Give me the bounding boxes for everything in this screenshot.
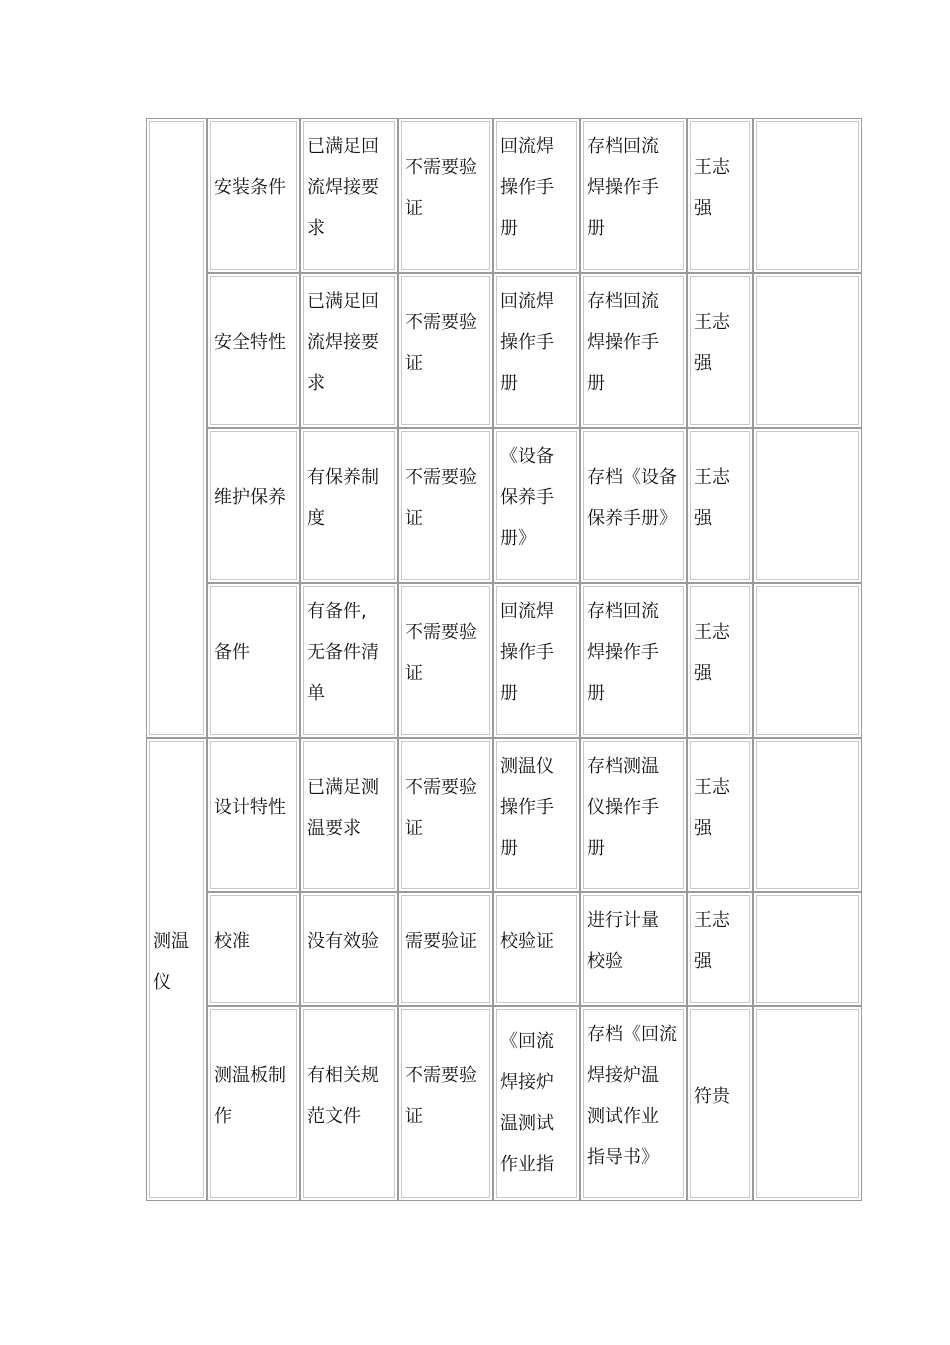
remark-cell [753,273,862,428]
item-cell: 设计特性 [207,738,300,892]
basis-cell: 校验证 [493,892,580,1006]
basis-cell: 回流焊 操作手 册 [493,273,580,428]
basis-cell: 回流焊 操作手 册 [493,583,580,738]
remark-cell [753,738,862,892]
status-cell: 已满足回 流焊接要 求 [300,118,398,273]
status-cell: 没有效验 [300,892,398,1006]
basis-cell: 回流焊 操作手 册 [493,118,580,273]
status-cell: 已满足测 温要求 [300,738,398,892]
verify-cell: 不需要验 证 [398,273,493,428]
status-cell: 已满足回 流焊接要 求 [300,273,398,428]
person-cell: 王志 强 [687,273,753,428]
group-cell [146,118,207,738]
verify-cell: 不需要验 证 [398,118,493,273]
remark-cell [753,1006,862,1201]
status-cell: 有相关规 范文件 [300,1006,398,1201]
group-label: 测温 仪 [153,931,189,993]
item-cell: 安装条件 [207,118,300,273]
person-cell: 王志 强 [687,892,753,1006]
person-cell: 王志 强 [687,118,753,273]
record-cell: 存档回流 焊操作手 册 [580,118,687,273]
basis-cell: 测温仪 操作手 册 [493,738,580,892]
basis-cell: 《设备 保养手 册》 [493,428,580,583]
status-cell: 有保养制 度 [300,428,398,583]
item-cell: 维护保养 [207,428,300,583]
item-cell: 校准 [207,892,300,1006]
verify-cell: 不需要验 证 [398,1006,493,1201]
record-cell: 存档《设备 保养手册》 [580,428,687,583]
record-cell: 存档测温 仪操作手 册 [580,738,687,892]
remark-cell [753,892,862,1006]
record-cell: 存档《回流 焊接炉温 测试作业 指导书》 [580,1006,687,1201]
equipment-verification-table [146,118,862,1201]
record-cell: 进行计量 校验 [580,892,687,1006]
record-cell: 存档回流 焊操作手 册 [580,273,687,428]
basis-cell: 《回流 焊接炉 温测试 作业指 [493,1006,580,1201]
remark-cell [753,118,862,273]
verify-cell: 需要验证 [398,892,493,1006]
remark-cell [753,583,862,738]
record-cell: 存档回流 焊操作手 册 [580,583,687,738]
group-cell [146,738,207,1201]
person-cell: 王志 强 [687,738,753,892]
verify-cell: 不需要验 证 [398,428,493,583]
verify-cell: 不需要验 证 [398,583,493,738]
person-cell: 王志 强 [687,428,753,583]
item-cell: 安全特性 [207,273,300,428]
status-cell: 有备件, 无备件清 单 [300,583,398,738]
item-cell: 备件 [207,583,300,738]
remark-cell [753,428,862,583]
item-cell: 测温板制 作 [207,1006,300,1201]
person-cell: 王志 强 [687,583,753,738]
verify-cell: 不需要验 证 [398,738,493,892]
person-cell: 符贵 [687,1006,753,1201]
